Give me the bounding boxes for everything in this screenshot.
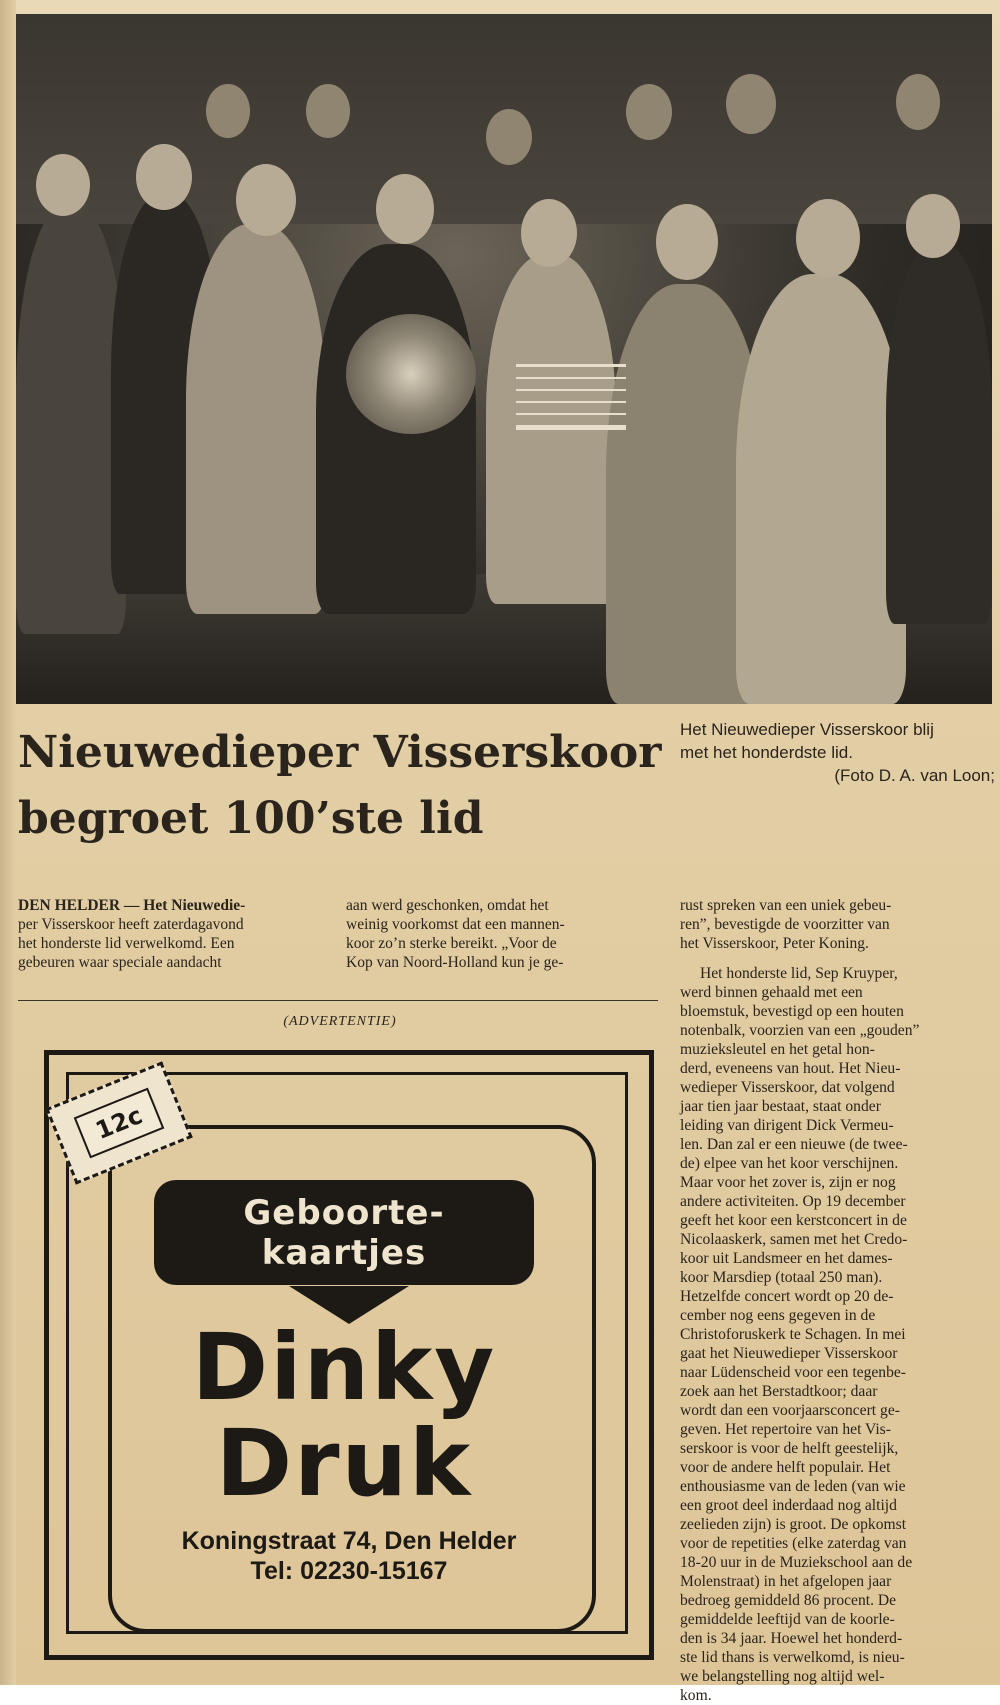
text-line: weinig voorkomst dat een mannen- [346, 916, 565, 933]
text-line: het honderste lid verwelkomd. Een [18, 935, 235, 952]
text-line: bloemstuk, bevestigd op een houten [680, 1003, 904, 1020]
photo-head [726, 74, 776, 134]
headline-line: begroet 100’ste lid [18, 793, 484, 844]
text-line: derd, eveneens van hout. Het Nieu- [680, 1060, 901, 1077]
text-line: we belangstelling nog altijd wel- [680, 1668, 885, 1685]
text-line: Maar voor het zover is, zijn er nog [680, 1174, 896, 1191]
text-line: rust spreken van een uniek gebeu- [680, 897, 892, 914]
text-line: koor uit Landsmeer en het dames- [680, 1250, 893, 1267]
text-line: voor de andere helft populair. Het [680, 1459, 891, 1476]
text-line: gebeuren waar speciale aandacht [18, 954, 222, 971]
article-headline [18, 720, 662, 852]
advertisement-label: (ADVERTENTIE) [283, 1014, 397, 1029]
text-line: de) elpee van het koor verschijnen. [680, 1155, 899, 1172]
bouquet [346, 314, 476, 434]
photo-caption [680, 718, 995, 787]
text-line: geven. Het repertoire van het Vis- [680, 1421, 891, 1438]
text-line: muzieksleutel en het getal hon- [680, 1041, 875, 1058]
text-line: koor zo’n sterke bereikt. „Voor de [346, 935, 557, 952]
photo-head [236, 164, 296, 236]
music-staff-plaque [516, 364, 626, 430]
photo-head [656, 204, 718, 280]
text-line: geeft het koor een kerstconcert in de [680, 1212, 907, 1229]
article-column-4 [680, 964, 995, 1705]
photo-person [16, 204, 126, 634]
photo-person [886, 244, 992, 624]
text-line: aan werd geschonken, omdat het [346, 897, 549, 914]
brand-name [144, 1314, 544, 1517]
text-line: een groot deel inderdaad nog altijd [680, 1497, 897, 1514]
text-line: den is 34 jaar. Hoewel het honderd- [680, 1630, 903, 1647]
photo-person [736, 274, 906, 704]
text-line: wedieper Visserskoor, dat volgend [680, 1079, 895, 1096]
photo-head [796, 199, 860, 277]
text-line: enthousiasme van de leden (van wie [680, 1478, 906, 1495]
text-line: andere activiteiten. Op 19 december [680, 1193, 906, 1210]
ad-contact [114, 1526, 584, 1586]
text-line: DEN HELDER — Het Nieuwedie- [18, 897, 246, 914]
text-line: gaat het Nieuwedieper Visserskoor [680, 1345, 898, 1362]
text-line: Nicolaaskerk, samen met het Credo- [680, 1231, 908, 1248]
text-line: 18-20 uur in de Muziekschool aan de [680, 1554, 913, 1571]
photo-head [626, 84, 672, 140]
photo-head [376, 174, 434, 244]
text-line: zoek aan het Berstadtkoor; daar [680, 1383, 878, 1400]
stamp-value: 12c [74, 1088, 164, 1159]
text-line: ren”, bevestigde de voorzitter van [680, 916, 890, 933]
text-line: per Visserskoor heeft zaterdagavond [18, 916, 244, 933]
photo-head [896, 74, 940, 130]
text-line: het Visserskoor, Peter Koning. [680, 935, 869, 952]
text-line: kom. [680, 1687, 712, 1704]
text-line: cember nog eens gegeven in de [680, 1307, 876, 1324]
photo-head [36, 154, 90, 216]
banner-line: kaartjes [261, 1232, 427, 1273]
article-column-2 [346, 896, 661, 972]
text-line: Hetzelfde concert wordt op 20 de- [680, 1288, 894, 1305]
text-line: leiding van dirigent Dick Vermeu- [680, 1117, 894, 1134]
photo-person [186, 224, 326, 614]
text-line: koor Marsdiep (totaal 250 man). [680, 1269, 883, 1286]
photo-head [206, 84, 250, 138]
article-column-3 [680, 896, 995, 953]
text-line: voor de repetities (elke zaterdag van [680, 1535, 907, 1552]
column-divider [18, 1000, 658, 1001]
article-column-1 [18, 896, 338, 972]
ad-banner [154, 1180, 534, 1285]
brand-line: Druk [215, 1410, 473, 1517]
dinky-druk-advertisement [44, 1050, 659, 1680]
text-line: ste lid thans is verwelkomd, is nieu- [680, 1649, 905, 1666]
brand-line: Dinky [191, 1314, 497, 1421]
ad-address: Koningstraat 74, Den Helder [181, 1527, 517, 1555]
text-line: serskoor is voor de helft geestelijk, [680, 1440, 899, 1457]
headline-line: Nieuwedieper Visserskoor [18, 727, 662, 778]
text-line: Christoforuskerk te Schagen. In mei [680, 1326, 906, 1343]
text-line: zeelieden zijn) is groot. De opkomst [680, 1516, 907, 1533]
text-line: notenbalk, voorzien van een „gouden” [680, 1022, 920, 1039]
photo-head [906, 194, 960, 258]
caption-line: met het honderdste lid. [680, 743, 853, 762]
caption-line: Het Nieuwedieper Visserskoor blij [680, 720, 934, 739]
photo-head [136, 144, 192, 210]
text-line: len. Dan zal er een nieuwe (de twee- [680, 1136, 908, 1153]
photo-credit: (Foto D. A. van Loon; [834, 766, 995, 785]
text-line: werd binnen gehaald met een [680, 984, 863, 1001]
photo-head [306, 84, 350, 138]
ad-phone: Tel: 02230-15167 [250, 1557, 448, 1585]
text-line: Kop van Noord-Holland kun je ge- [346, 954, 564, 971]
banner-line: Geboorte- [243, 1192, 445, 1233]
choir-group-photo [16, 14, 992, 704]
photo-head [486, 109, 532, 165]
text-line: bedroeg gemiddeld 86 procent. De [680, 1592, 897, 1609]
text-line: wordt dan een voorjaarsconcert ge- [680, 1402, 900, 1419]
text-line: jaar tien jaar bestaat, staat onder [680, 1098, 881, 1115]
text-line: Het honderste lid, Sep Kruyper, [700, 965, 898, 982]
text-line: gemiddelde leeftijd van de koorle- [680, 1611, 895, 1628]
photo-head [521, 199, 577, 267]
text-line: naar Lüdenscheid voor een tegenbe- [680, 1364, 907, 1381]
text-line: Molenstraat) in het afgelopen jaar [680, 1573, 892, 1590]
